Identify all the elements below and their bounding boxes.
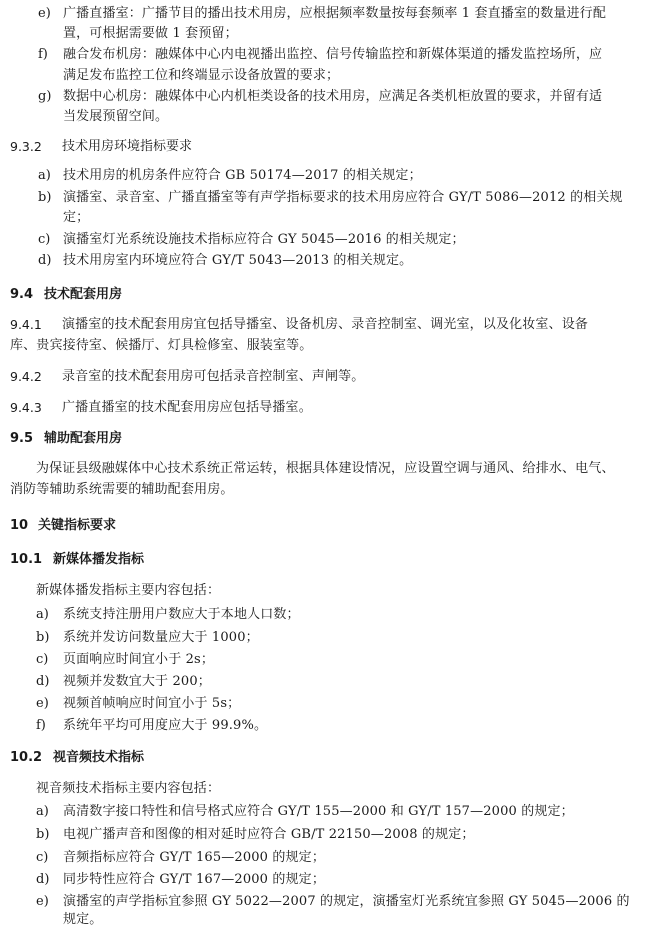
- list-marker: g): [38, 89, 52, 104]
- list-item-text: 系统年平均可用度应大于 99.9%。: [63, 718, 268, 733]
- paragraph-text: 广播直播室的技术配套用房应包括导播室。: [62, 400, 312, 415]
- list-marker: a): [38, 168, 51, 183]
- list-marker: d): [36, 872, 50, 887]
- section-title: 视音频技术指标: [53, 750, 145, 765]
- section-number: 9.5: [10, 431, 34, 446]
- list-item-text: 广播直播室：广播节目的播出技术用房，应根据频率数量按每套频率 1 套直播室的数量进行配: [63, 6, 606, 21]
- list-item-text: 电视广播声音和图像的相对延时应符合 GB/T 22150—2008 的规定；: [63, 827, 475, 842]
- list-item-text: 数据中心机房：融媒体中心内机柜类设备的技术用房，应满足各类机柜放置的要求，并留有适: [63, 89, 603, 104]
- paragraph-text: 为保证县级融媒体中心技术系统正常运转，根据具体建设情况，应设置空调与通风、给排水、电气、: [36, 461, 615, 476]
- list-item-text: 同步特性应符合 GY/T 167—2000 的规定；: [63, 872, 325, 887]
- list-item-text: 规定。: [63, 912, 103, 927]
- paragraph-text: 视音频技术指标主要内容包括：: [36, 781, 221, 796]
- list-item-text: 演播室灯光系统设施技术指标应符合 GY 5045—2016 的相关规定；: [63, 232, 465, 247]
- section-title: 技术用房环境指标要求: [62, 139, 193, 154]
- list-item-text: 置，可根据需要做 1 套预留；: [63, 26, 238, 41]
- section-title: 技术配套用房: [44, 287, 123, 302]
- clause-number: 9.4.3: [10, 400, 42, 415]
- list-item-text: 系统并发访问数量应大于 1000；: [63, 630, 259, 645]
- section-number: 10.2: [10, 750, 43, 765]
- section-title: 辅助配套用房: [44, 431, 123, 446]
- list-marker: b): [36, 630, 50, 645]
- list-marker: f): [38, 47, 48, 62]
- clause-number: 9.4.1: [10, 317, 42, 332]
- list-marker: b): [38, 190, 52, 205]
- list-item-text: 视频并发数宜大于 200；: [63, 674, 211, 689]
- list-marker: e): [38, 6, 51, 21]
- section-number: 9.4: [10, 287, 34, 302]
- list-item-text: 音频指标应符合 GY/T 165—2000 的规定；: [63, 850, 325, 865]
- list-item-text: 视频首帧响应时间宜小于 5s；: [63, 696, 241, 711]
- section-number: 9.3.2: [10, 139, 42, 154]
- clause-number: 9.4.2: [10, 369, 42, 384]
- list-item-text: 定；: [63, 210, 90, 225]
- list-marker: e): [36, 696, 49, 711]
- chapter-title: 关键指标要求: [38, 518, 117, 533]
- paragraph-text: 库、贵宾接待室、候播厅、灯具检修室、服装室等。: [10, 338, 313, 353]
- list-marker: a): [36, 804, 49, 819]
- list-marker: c): [36, 652, 49, 667]
- list-marker: a): [36, 607, 49, 622]
- list-marker: d): [38, 253, 52, 268]
- paragraph-text: 消防等辅助系统需要的辅助配套用房。: [10, 482, 234, 497]
- list-item-text: 满足发布监控工位和终端显示设备放置的要求；: [63, 68, 340, 83]
- list-item-text: 当发展预留空间。: [63, 109, 169, 124]
- chapter-number: 10: [10, 518, 29, 533]
- list-marker: e): [36, 894, 49, 909]
- section-number: 10.1: [10, 552, 43, 567]
- list-marker: f): [36, 718, 46, 733]
- list-item-text: 演播室的声学指标宜参照 GY 5022—2007 的规定，演播室灯光系统宜参照 GY 5045—2006 的: [63, 894, 630, 909]
- list-marker: c): [36, 850, 49, 865]
- list-item-text: 系统支持注册用户数应大于本地人口数；: [63, 607, 300, 622]
- list-marker: d): [36, 674, 50, 689]
- list-item-text: 融合发布机房：融媒体中心内电视播出监控、信号传输监控和新媒体渠道的播发监控场所，应: [63, 47, 603, 62]
- paragraph-text: 录音室的技术配套用房可包括录音控制室、声闸等。: [62, 369, 365, 384]
- list-item-text: 技术用房的机房条件应符合 GB 50174—2017 的相关规定；: [63, 168, 422, 183]
- list-item-text: 演播室、录音室、广播直播室等有声学指标要求的技术用房应符合 GY/T 5086—2012 的相关规: [63, 190, 623, 205]
- list-marker: b): [36, 827, 50, 842]
- list-item-text: 高清数字接口特性和信号格式应符合 GY/T 155—2000 和 GY/T 157—2000 的规定；: [63, 804, 574, 819]
- section-title: 新媒体播发指标: [53, 552, 145, 567]
- paragraph-text: 新媒体播发指标主要内容包括：: [36, 583, 221, 598]
- paragraph-text: 演播室的技术配套用房宜包括导播室、设备机房、录音控制室、调光室，以及化妆室、设备: [62, 317, 589, 332]
- list-item-text: 技术用房室内环境应符合 GY/T 5043—2013 的相关规定。: [63, 253, 413, 268]
- list-item-text: 页面响应时间宜小于 2s；: [63, 652, 215, 667]
- list-marker: c): [38, 232, 51, 247]
